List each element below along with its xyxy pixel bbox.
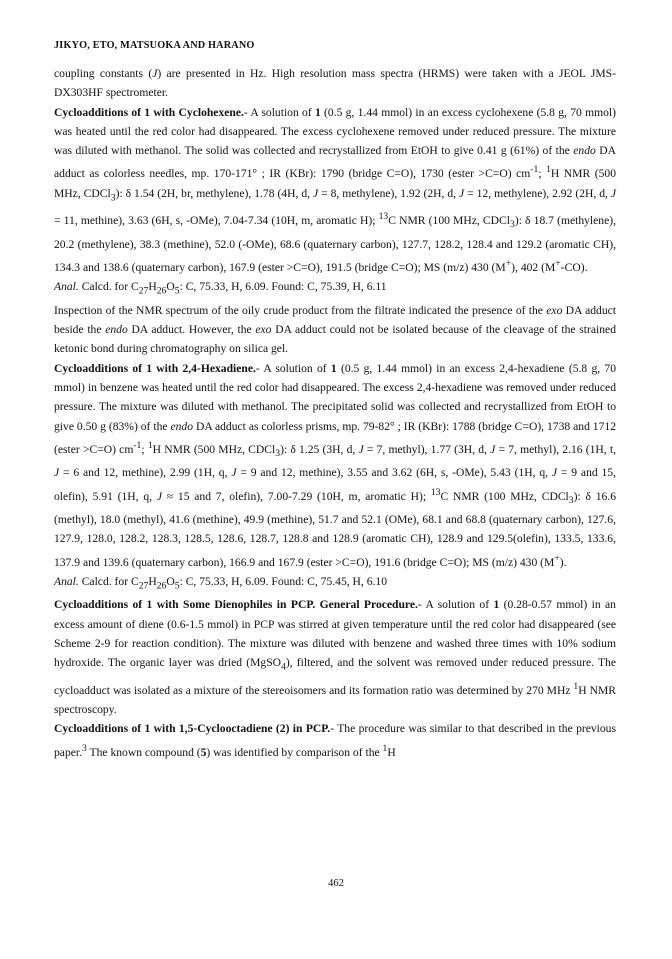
paragraph-nmr-inspection: Inspection of the NMR spectrum of the oily crude product from the filtrate indicated the presence of the exo DA adduct beside the endo DA adduct. However, the exo DA adduct could not be isolated because of the cleavage of the strained ketonic bond during chromatography on silica gel. [54, 303, 617, 356]
paragraph-anal-cyclohexene: Anal. Calcd. for $C_{27}H_{26}O_5$: C, 75.33, H, 6.09. Found: C, 75.39, H, 6.11 [54, 280, 387, 297]
paragraph-cyclooctadiene: Cycloadditions of 1 with 1,5-Cyclooctadiene (2) in PCP.- The procedure was similar to that described in the previous paper.$^3$ The known compound (5) was identified by comparison of the $^1$H [54, 722, 616, 759]
page-number: 462 [328, 878, 344, 889]
paragraph-cyclohexene: Cycloadditions of 1 with Cyclohexene.- A solution of 1 (0.5 g, 1.44 mmol) in an excess cyclohexene (5.8 g, 70 mmol) was heated until the red color had disappeared. The excess cyclohexene removed under reduced pressure. The mixture was diluted with methanol. The solid was collected and recrystallized from EtOH to give 0.41 g (61%) of the endo DA adduct as colorless needles, mp. 170-171° ; IR (KBr): 1790 (bridge C=O), 1730 (ester >C=O) $cm^{-1}$; $^1$H NMR (500 MHz, CDCl$_3$): δ 1.54 (2H, br, methylene), 1.78 (4H, d, J = 8, methylene), 1.92 (2H, d, J = 12, methylene), 2.92 (2H, d, J = 11, methine), 3.63 (6H, s, -OMe), 7.04-7.34 (10H, m, aromatic H); $^{13}$C NMR (100 MHz, CDCl$_3$): δ 18.7 (methylene), 20.2 (methylene), 38.3 (methine), 52.0 (-OMe), 68.6 (quaternary carbon), 127.7, 128.2, 128.4 and 129.2 (aromatic CH), 134.3 and 138.6 (quaternary carbon), 167.9 (ester >C=O), 191.5 (bridge C=O); MS (m/z) 430 (M+), 402 (M+-CO). [54, 105, 617, 274]
paragraph-general-procedure: Cycloadditions of 1 with Some Dienophiles in PCP. General Procedure.- A solution of 1 (0.28-0.57 mmol) in an excess amount of diene (0.6-1.5 mmol) in PCP was stirred at given temperature until the red color had disappeared (see Scheme 2-9 for reaction condition). The mixture was diluted with benzene and washed three times with 10% sodium hydroxide. The organic layer was dried (MgSO$_4$), filtered, and the solvent was removed under reduced pressure. The cycloadduct was isolated as a mixture of the stereoisomers and its formation ratio was determined by 270 MHz $^1$H NMR spectroscopy. [54, 598, 616, 717]
paragraph-anal-hexadiene: Anal. Calcd. for $C_{27}H_{26}O_5$: C, 75.33, H, 6.09. Found: C, 75.45, H, 6.10 [54, 574, 387, 592]
paragraph-hexadiene: Cycloadditions of 1 with 2,4-Hexadiene.- A solution of 1 (0.5 g, 1.44 mmol) in an excess 2,4-hexadiene (5.8 g, 70 mmol) in benzene was heated until the red color had disappeared. The excess 2,4-hexadiene was removed under reduced pressure. The mixture was diluted with methanol. The precipitated solid was collected and recrystallized from EtOH to give 0.50 g (83%) of the endo DA adduct as colorless prisms, mp. 79-82° ; IR (KBr): 1788 (bridge C=O), 1738 and 1712 (ester >C=O) $cm^{-1}$; $^1$H NMR (500 MHz, CDCl$_3$): δ 1.25 (3H, d, J = 7, methyl), 1.77 (3H, d, J = 7, methyl), 2.16 (1H, t, J = 6 and 12, methine), 2.99 (1H, q, J = 9 and 12, methine), 3.55 and 3.62 (6H, s, -OMe), 5.43 (1H, q, J = 9 and 15, olefin), 5.91 (1H, q, J ≈ 15 and 7, olefin), 7.00-7.29 (10H, m, aromatic H); $^{13}$C NMR (100 MHz, CDCl$_3$): δ 16.6 (methyl), 18.0 (methyl), 41.6 (methine), 49.9 (methine), 51.7 and 52.1 (OMe), 68.1 and 68.8 (quaternary carbon), 127.6, 127.9, 128.0, 128.2, 128.3, 128.5, 128.6, 128.7, 128.8 and 128.9 (aromatic CH), 128.9 and 129.5(olefin), 133.5, 133.6, 137.9 and 139.6 (quaternary carbon), 166.9 and 167.9 (ester >C=O), 191.6 (bridge C=O); MS (m/z) 430 (M+). [54, 361, 616, 569]
running-head: JIKYO, ETO, MATSUOKA AND HARANO [54, 40, 255, 51]
paragraph-intro-continuation: coupling constants (J) are presented in Hz. High resolution mass spectra (HRMS) were taken with a JEOL JMS-DX303HF spectrometer. [54, 67, 616, 100]
page-body [54, 40, 616, 762]
